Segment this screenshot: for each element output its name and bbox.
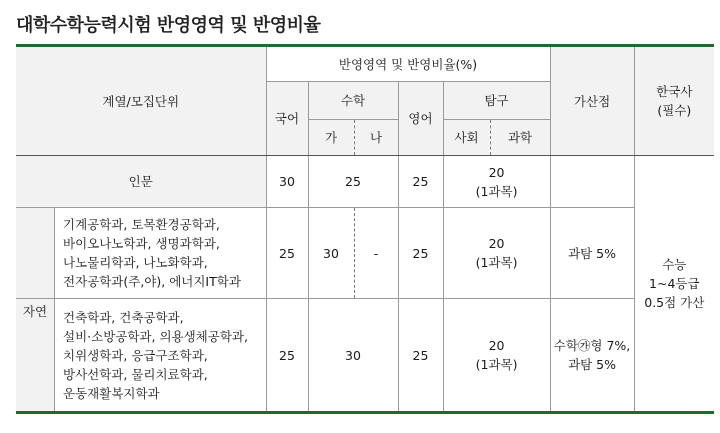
row-science2-majors bbox=[54, 299, 266, 411]
header-history-line2: (필수) bbox=[657, 103, 692, 118]
header-math-ga: 가 bbox=[308, 120, 354, 156]
major-line: 기계공학과, 토목환경공학과, bbox=[63, 217, 220, 232]
row-humanities-math: 25 bbox=[308, 156, 398, 208]
major-line: 운동재활복지학과 bbox=[63, 385, 160, 401]
row-humanities-korean: 30 bbox=[266, 156, 308, 208]
row-science2-inquiry bbox=[443, 299, 550, 413]
header-inquiry-science: 과학 bbox=[490, 120, 550, 156]
row-science1-majors bbox=[54, 208, 266, 298]
row-science1-bonus: 과탐 5% bbox=[550, 208, 634, 299]
row-humanities-label: 인문 bbox=[16, 156, 266, 208]
row-humanities-inquiry-value: 20 bbox=[488, 164, 505, 180]
row-science2-inquiry-note: (1과목) bbox=[475, 357, 518, 372]
major-line: 전자공학과(주,야), 에너지IT학과 bbox=[63, 274, 241, 289]
header-korean: 국어 bbox=[266, 82, 308, 156]
row-science1-inquiry bbox=[443, 208, 550, 299]
row-science2-bonus-line2: 과탐 5% bbox=[568, 357, 617, 372]
major-line: 치위생학과, 응급구조학과, bbox=[63, 347, 208, 363]
row-science1-math-ga: 30 bbox=[308, 208, 354, 299]
row-science2-korean: 25 bbox=[266, 299, 308, 413]
row-science2-math: 30 bbox=[308, 299, 398, 413]
major-line: 바이오나노학과, 생명과학과, bbox=[63, 236, 220, 251]
header-inquiry-social: 사회 bbox=[443, 120, 490, 156]
history-note-line3: 0.5점 가산 bbox=[644, 295, 705, 310]
header-inquiry: 탐구 bbox=[443, 82, 550, 120]
row-science2-bonus bbox=[550, 299, 634, 413]
major-line: 방사선학과, 물리치료학과, bbox=[63, 366, 208, 382]
header-bonus: 가산점 bbox=[550, 46, 634, 156]
row-humanities-english: 25 bbox=[398, 156, 443, 208]
history-note-line1: 수능 bbox=[662, 257, 687, 272]
major-line: 나노물리학과, 나노화학과, bbox=[63, 255, 208, 270]
header-english: 영어 bbox=[398, 82, 443, 156]
row-humanities-inquiry bbox=[443, 156, 550, 208]
page-title: 대학수학능력시험 반영영역 및 반영비율 bbox=[16, 15, 321, 36]
history-note bbox=[634, 156, 714, 413]
history-note-line2: 1~4등급 bbox=[649, 276, 700, 291]
row-humanities-inquiry-note: (1과목) bbox=[475, 183, 518, 199]
ratio-table bbox=[16, 44, 714, 414]
header-history-line1: 한국사 bbox=[656, 84, 693, 99]
header-history bbox=[634, 46, 714, 156]
major-line: 건축학과, 건축공학과, bbox=[63, 309, 184, 325]
row-science1-english: 25 bbox=[398, 208, 443, 299]
row-science2-inquiry-value: 20 bbox=[488, 338, 505, 353]
row-science1-korean: 25 bbox=[266, 208, 308, 299]
row-science1-inquiry-note: (1과목) bbox=[475, 255, 518, 270]
row-science-group-label: 자연 bbox=[22, 304, 48, 319]
header-ratio-group: 반영영역 및 반영비율(%) bbox=[266, 46, 550, 82]
row-humanities-bonus bbox=[550, 156, 634, 208]
row-science1-math-na: - bbox=[354, 208, 398, 299]
row-science2-bonus-line1: 수학㉮형 7%, bbox=[553, 338, 631, 353]
header-math: 수학 bbox=[308, 82, 398, 120]
major-line: 설비·소방공학과, 의용생체공학과, bbox=[63, 328, 248, 344]
row-science1-inquiry-value: 20 bbox=[488, 236, 505, 251]
row-science2-english: 25 bbox=[398, 299, 443, 413]
header-math-na: 나 bbox=[354, 120, 398, 156]
header-unit: 계열/모집단위 bbox=[16, 46, 266, 156]
